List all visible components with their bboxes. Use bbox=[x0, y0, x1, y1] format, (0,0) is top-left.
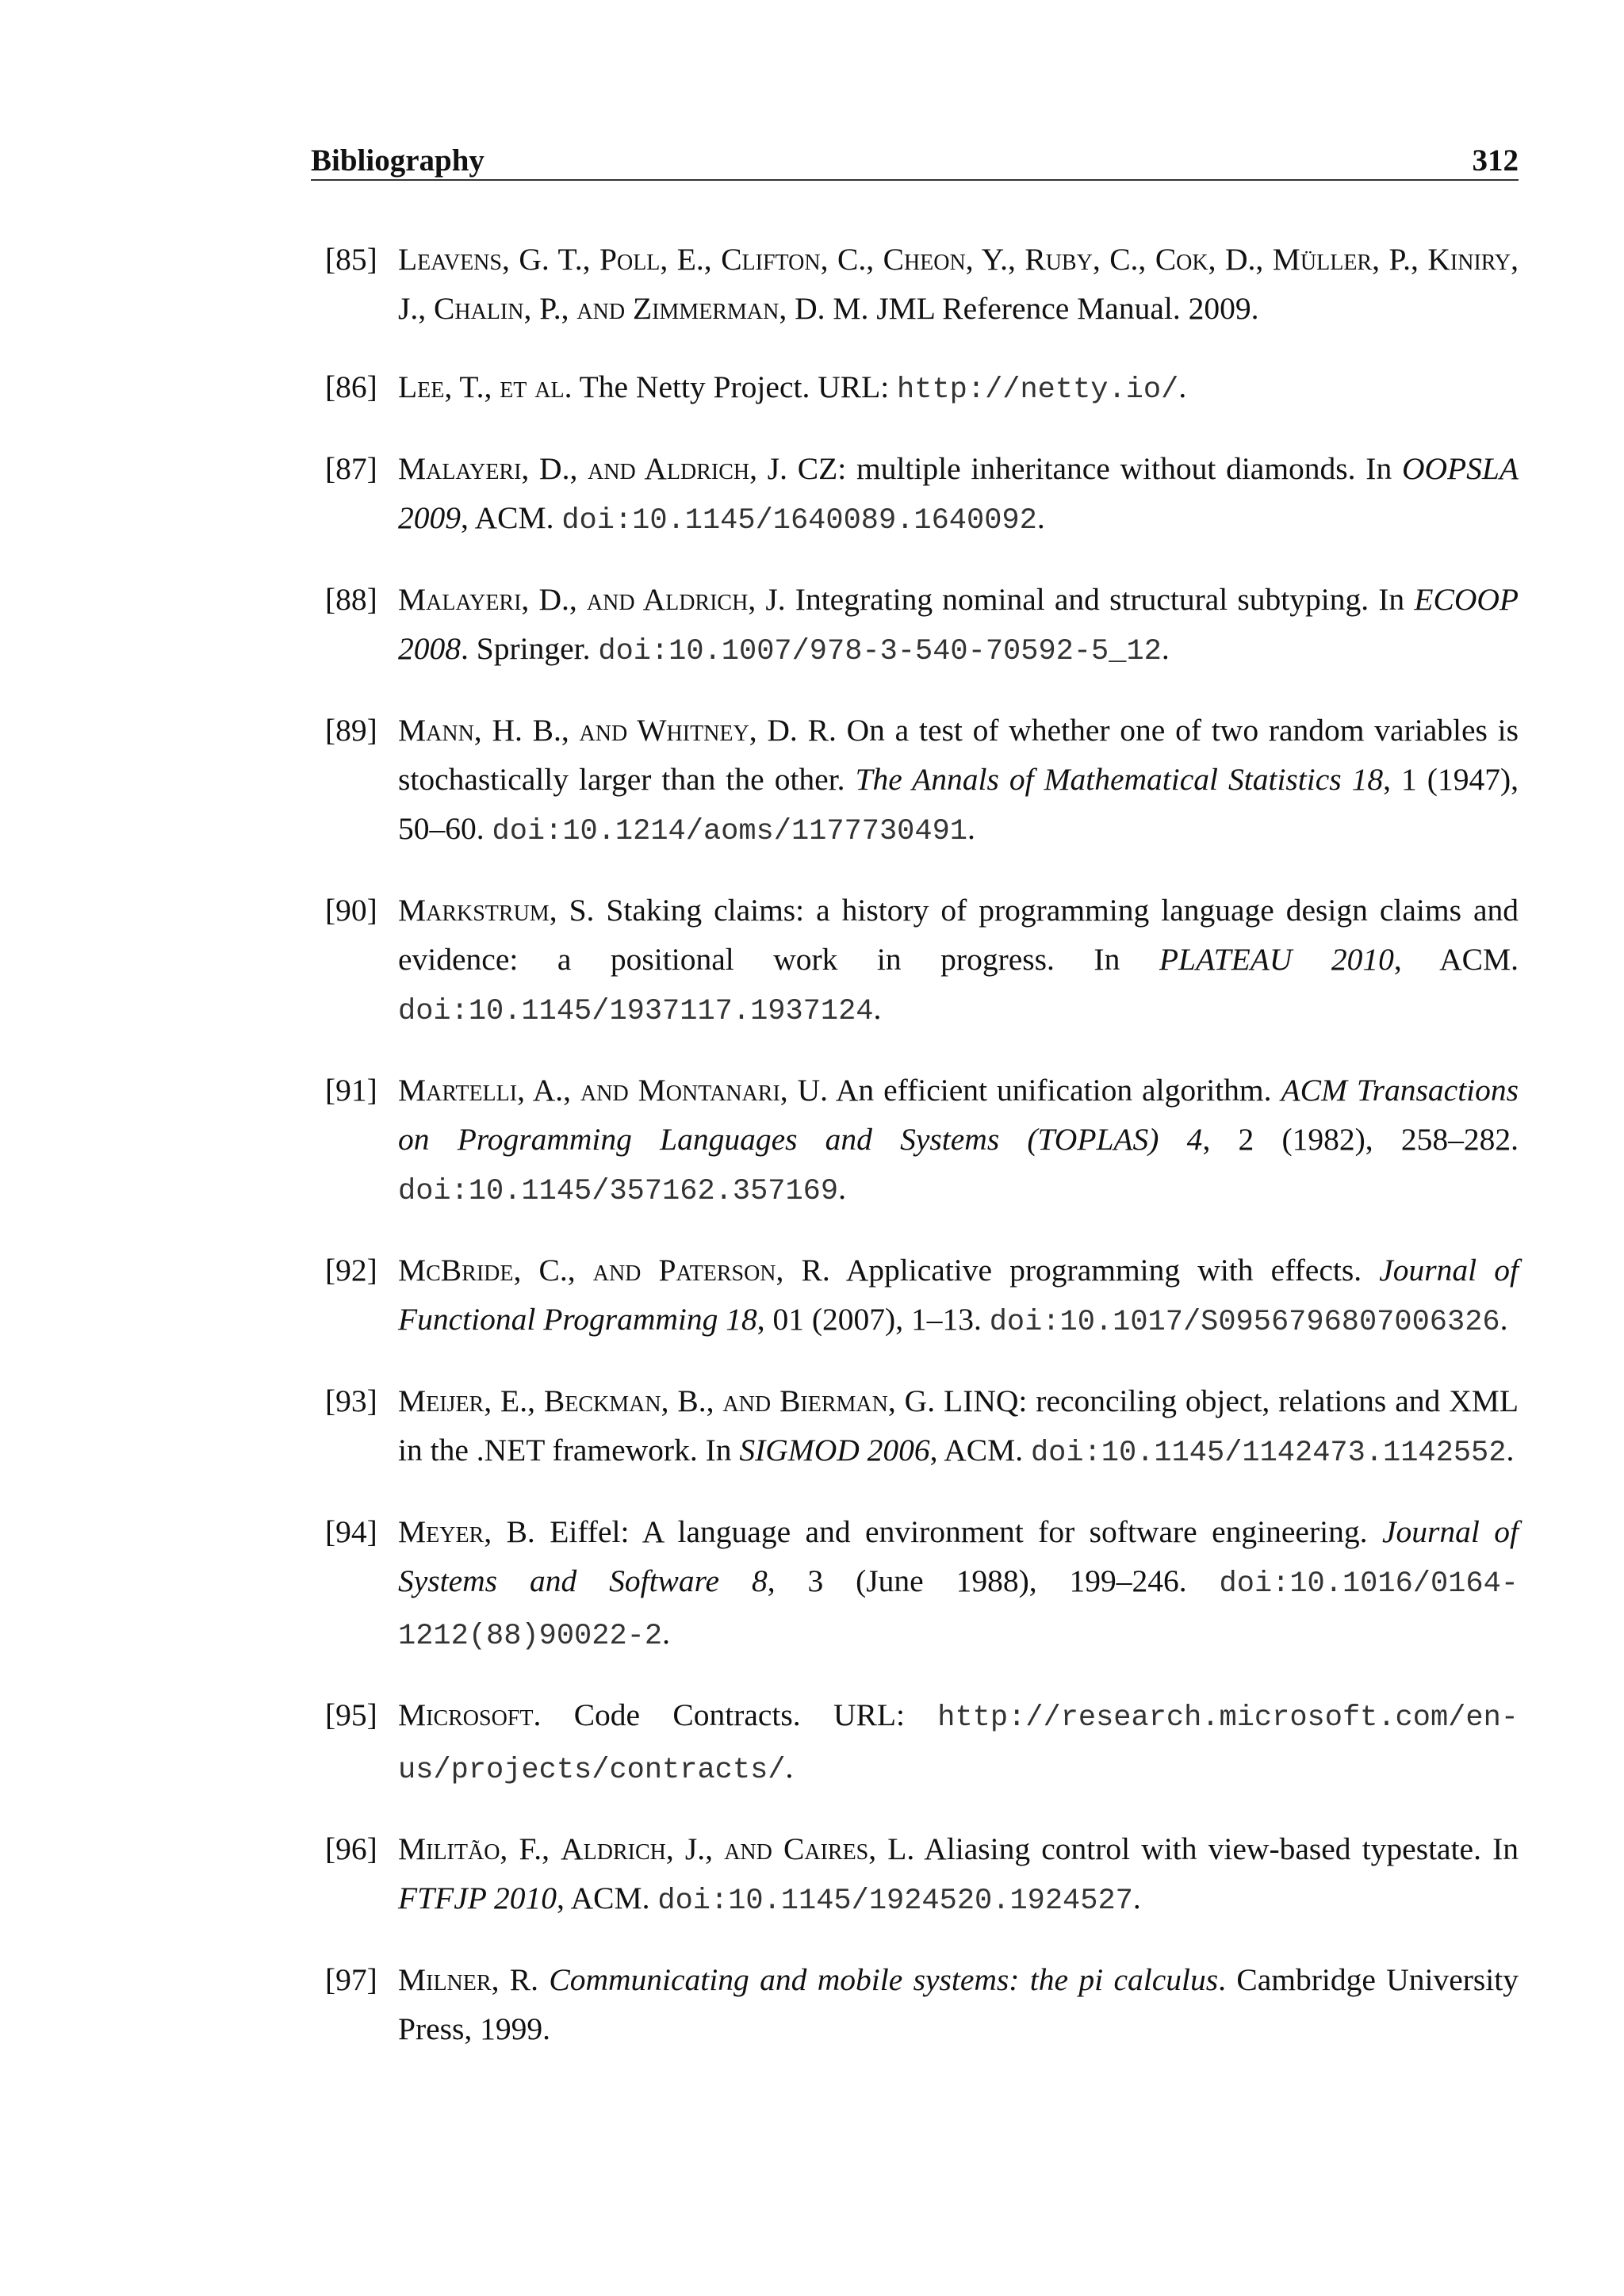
bib-author-name: Lee bbox=[398, 369, 445, 404]
bib-entry-number: [87] bbox=[325, 451, 377, 486]
bib-doi-url[interactable]: http://netty.io/ bbox=[897, 373, 1179, 407]
bib-author-name: et al bbox=[500, 369, 565, 404]
bibliography-list bbox=[311, 235, 1519, 2083]
bib-author-name: Clifton bbox=[721, 242, 821, 277]
bib-author-name: and Aldrich bbox=[588, 451, 750, 486]
bib-author-name: and Zimmerman bbox=[576, 291, 779, 326]
bib-text: , S. Staking claims: a history of programming language design claims and evidence: a positional work in progress. In bbox=[398, 893, 1519, 977]
bib-author-name: Müller bbox=[1272, 242, 1373, 277]
bib-text: , B. Eiffel: A language and environment for software engineering. bbox=[484, 1514, 1382, 1549]
bib-text: , J., bbox=[398, 242, 1519, 326]
bib-venue-title: SIGMOD 2006 bbox=[739, 1433, 930, 1468]
bib-entry bbox=[311, 886, 1519, 1036]
bib-text: , R. Applicative programming with effects. bbox=[776, 1253, 1380, 1288]
bib-entry bbox=[311, 1066, 1519, 1216]
bib-text: . bbox=[967, 811, 975, 846]
bib-text: , R. bbox=[491, 1962, 550, 1997]
bib-entry-number: [85] bbox=[325, 242, 377, 277]
bib-author-name: Martelli bbox=[398, 1073, 518, 1108]
bib-author-name: and Whitney bbox=[579, 713, 749, 748]
bib-entry-number: [92] bbox=[325, 1253, 377, 1288]
bib-doi-url[interactable]: doi:10.1016/0164-1212(88)90022-2 bbox=[398, 1567, 1519, 1653]
bib-text: . bbox=[1161, 631, 1170, 666]
bib-text: , E., bbox=[484, 1383, 544, 1418]
bib-text: , G. LINQ: reconciling object, relations and XML in the .NET framework. In bbox=[398, 1383, 1519, 1468]
bib-text: , 1 (1947), 50–60. bbox=[398, 762, 1519, 846]
bib-entry bbox=[311, 1690, 1519, 1795]
bib-text: , Y., bbox=[965, 242, 1025, 277]
bib-entry-number: [91] bbox=[325, 1073, 377, 1108]
bib-author-name: Meyer bbox=[398, 1514, 485, 1549]
bib-author-name: Leavens bbox=[398, 242, 502, 277]
bib-text: , C., bbox=[820, 242, 883, 277]
bib-entry-number: [94] bbox=[325, 1514, 377, 1549]
bib-venue-title: The Annals of Mathematical Statistics 18 bbox=[855, 762, 1384, 797]
bib-text: , J. Integrating nominal and structural subtyping. In bbox=[748, 582, 1415, 617]
bib-author-name: Malayeri bbox=[398, 451, 522, 486]
bib-text: . bbox=[838, 1171, 846, 1206]
bib-author-name: Poll bbox=[599, 242, 661, 277]
bib-author-name: Cheon bbox=[883, 242, 966, 277]
bib-author-name: Militão bbox=[398, 1831, 500, 1866]
bib-author-name: and Paterson bbox=[592, 1253, 776, 1288]
bib-author-name: Markstrum bbox=[398, 893, 550, 928]
bib-venue-title: OOPSLA 2009 bbox=[398, 451, 1519, 535]
bib-venue-title: ECOOP 2008 bbox=[398, 582, 1519, 666]
bib-entry-number: [89] bbox=[325, 713, 377, 748]
bib-text: , ACM. bbox=[929, 1433, 1031, 1468]
bib-author-name: Malayeri bbox=[398, 582, 522, 617]
bib-entry bbox=[311, 1955, 1519, 2053]
bib-text: , B., bbox=[661, 1383, 723, 1418]
bib-entry-number: [86] bbox=[325, 369, 377, 404]
bib-entry bbox=[311, 362, 1519, 415]
bib-entry bbox=[311, 575, 1519, 676]
bib-entry bbox=[311, 1376, 1519, 1478]
bib-author-name: McBride bbox=[398, 1253, 514, 1288]
bib-text: . bbox=[1132, 1881, 1141, 1915]
bib-author-name: Chalin bbox=[434, 291, 524, 326]
bib-doi-url[interactable]: doi:10.1145/1937117.1937124 bbox=[398, 995, 874, 1028]
bib-author-name: Beckman bbox=[543, 1383, 661, 1418]
header-rule bbox=[311, 179, 1519, 181]
bib-text: , H. B., bbox=[473, 713, 580, 748]
bib-text: , P., bbox=[1372, 242, 1428, 277]
bib-doi-url[interactable]: doi:10.1145/357162.357169 bbox=[398, 1175, 839, 1208]
bib-text: , ACM. bbox=[557, 1881, 658, 1915]
bib-text: , C., bbox=[513, 1253, 593, 1288]
bib-text: , 01 (2007), 1–13. bbox=[756, 1302, 990, 1337]
bib-entry bbox=[311, 1824, 1519, 1926]
bib-text: , D., bbox=[521, 582, 587, 617]
bib-venue-title: ACM Transactions on Programming Languages and Systems (TOPLAS) 4 bbox=[398, 1073, 1519, 1157]
bib-author-name: Meijer bbox=[398, 1383, 485, 1418]
bib-text: . bbox=[873, 991, 882, 1026]
bib-text: . bbox=[1036, 500, 1045, 535]
bib-text: , G. T., bbox=[501, 242, 600, 277]
bib-venue-title: Journal of Systems and Software 8 bbox=[398, 1514, 1519, 1598]
bib-text: , D., bbox=[521, 451, 588, 486]
bib-text: . Springer. bbox=[461, 631, 599, 666]
bib-author-name: Cok bbox=[1155, 242, 1208, 277]
bib-author-name: Ruby bbox=[1025, 242, 1093, 277]
bib-text: , U. An efficient unification algorithm. bbox=[779, 1073, 1281, 1108]
bib-doi-url[interactable]: doi:10.1017/S0956796807006326 bbox=[989, 1306, 1500, 1339]
bib-author-name: and Caires bbox=[724, 1831, 869, 1866]
bib-text: , 2 (1982), 258–282. bbox=[1202, 1122, 1519, 1157]
header-title: Bibliography bbox=[311, 144, 485, 178]
bib-text: . bbox=[1178, 369, 1187, 404]
bib-entry bbox=[311, 706, 1519, 856]
bib-text: , D., bbox=[1208, 242, 1273, 277]
bib-text: , J., bbox=[665, 1831, 725, 1866]
bib-entry bbox=[311, 444, 1519, 545]
bib-text: . The Netty Project. URL: bbox=[564, 369, 898, 404]
bib-entry-number: [88] bbox=[325, 582, 377, 617]
bib-entry-number: [93] bbox=[325, 1383, 377, 1418]
bib-text: , D. R. On a test of whether one of two random variables is stochastically larger than the other. bbox=[398, 713, 1519, 797]
bib-author-name: and Aldrich bbox=[586, 582, 749, 617]
bib-text: , 3 (June 1988), 199–246. bbox=[767, 1563, 1220, 1598]
bib-venue-title: PLATEAU 2010 bbox=[1159, 942, 1394, 977]
bib-author-name: and Montanari bbox=[580, 1073, 780, 1108]
bib-venue-title: Journal of Functional Programming 18 bbox=[398, 1253, 1519, 1337]
bib-entry-number: [97] bbox=[325, 1962, 377, 1997]
bib-entry bbox=[311, 1246, 1519, 1347]
bib-text: , E., bbox=[660, 242, 722, 277]
bib-text: , L. Aliasing control with view-based typestate. In bbox=[868, 1831, 1519, 1866]
bib-doi-url[interactable]: doi:10.1145/1142473.1142552 bbox=[1030, 1437, 1507, 1470]
bib-text: , ACM. bbox=[461, 500, 562, 535]
page-number: 312 bbox=[1472, 144, 1519, 178]
bib-doi-url[interactable]: doi:10.1145/1924520.1924527 bbox=[657, 1885, 1133, 1918]
bib-text: , A., bbox=[517, 1073, 581, 1108]
bib-doi-url[interactable]: doi:10.1145/1640089.1640092 bbox=[561, 504, 1037, 538]
bib-author-name: and Bierman bbox=[722, 1383, 888, 1418]
running-header bbox=[311, 136, 1519, 184]
bib-text: , D. M. JML Reference Manual. 2009. bbox=[779, 291, 1259, 326]
bib-text: . bbox=[1506, 1433, 1515, 1468]
bib-doi-url[interactable]: http://research.microsoft.com/en-us/projects/contracts/ bbox=[398, 1701, 1519, 1787]
bib-doi-url[interactable]: doi:10.1007/978-3-540-70592-5_12 bbox=[598, 635, 1162, 668]
bib-author-name: Kiniry bbox=[1427, 242, 1511, 277]
bib-text: , P., bbox=[523, 291, 577, 326]
bib-venue-title: FTFJP 2010 bbox=[398, 1881, 557, 1915]
bib-entry-number: [95] bbox=[325, 1697, 377, 1732]
bib-text: , J. CZ: multiple inheritance without diamonds. In bbox=[749, 451, 1402, 486]
bib-doi-url[interactable]: doi:10.1214/aoms/1177730491 bbox=[492, 815, 967, 848]
bib-entry bbox=[311, 235, 1519, 333]
bib-entry-number: [96] bbox=[325, 1831, 377, 1866]
bib-text: , T., bbox=[444, 369, 500, 404]
bib-text: . bbox=[785, 1750, 794, 1785]
bib-entry bbox=[311, 1507, 1519, 1661]
bib-author-name: Microsoft bbox=[398, 1697, 534, 1732]
bib-text: . bbox=[662, 1616, 670, 1651]
bib-text: . Code Contracts. URL: bbox=[533, 1697, 938, 1732]
bib-text: , C., bbox=[1092, 242, 1155, 277]
bib-venue-title: Communicating and mobile systems: the pi calculus bbox=[549, 1962, 1219, 1997]
bib-text: . bbox=[1500, 1302, 1508, 1337]
bib-entry-number: [90] bbox=[325, 893, 377, 928]
bib-text: , ACM. bbox=[1393, 942, 1519, 977]
bib-author-name: Milner bbox=[398, 1962, 492, 1997]
bib-text: . Cambridge University Press, 1999. bbox=[398, 1962, 1519, 2046]
bib-author-name: Mann bbox=[398, 713, 474, 748]
bib-author-name: Aldrich bbox=[561, 1831, 666, 1866]
bib-text: , F., bbox=[500, 1831, 561, 1866]
